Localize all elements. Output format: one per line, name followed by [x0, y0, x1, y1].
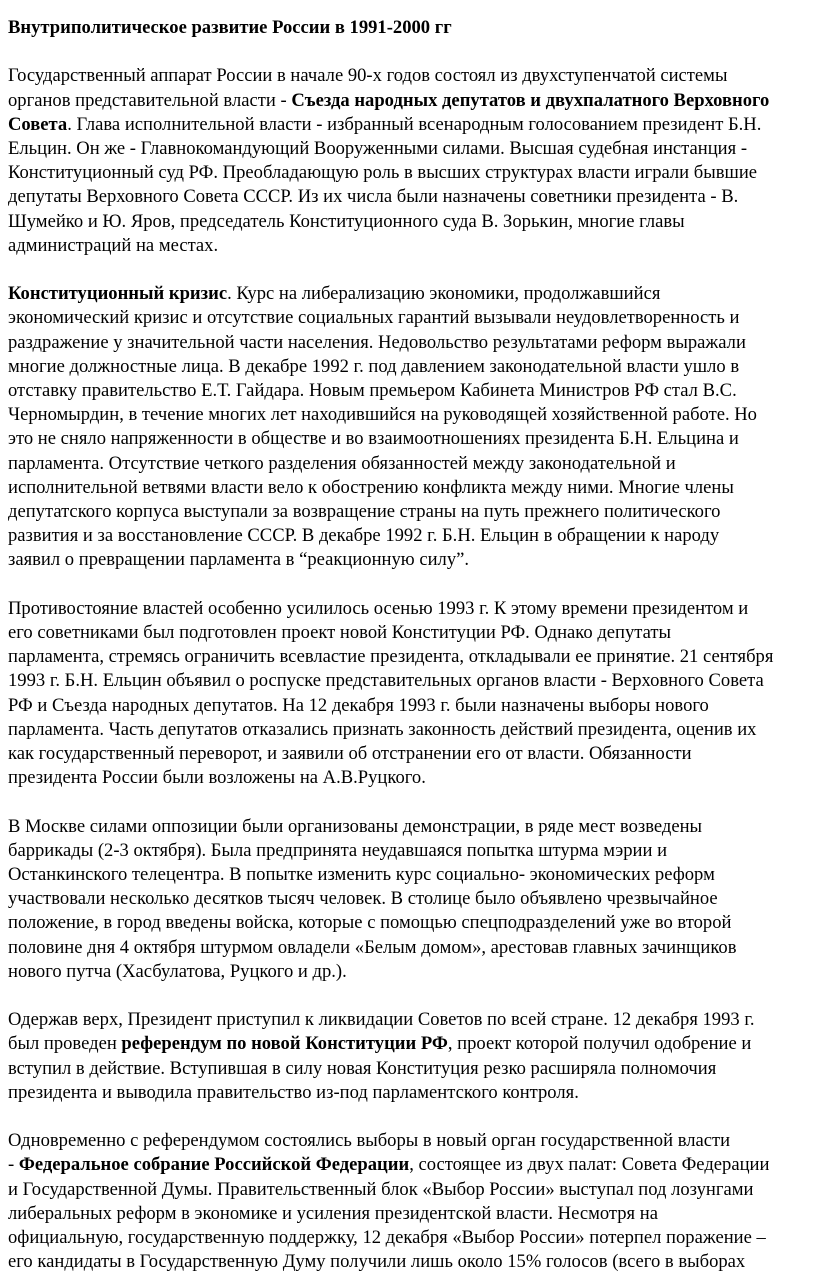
text-run: президента и выводила правительство из-под парламентского контроля. [8, 1081, 579, 1103]
text-run: отставку правительство Е.Т. Гайдара. Новым премьером Кабинета Министров РФ стал В.С. [8, 380, 737, 402]
text-line [8, 282, 814, 306]
text-run: как государственный переворот, и заявили об отстранении его от власти. Обязанности [8, 743, 692, 765]
text-run: Ельцин. Он же - Главнокомандующий Вооруженными силами. Высшая судебная инстанция - [8, 138, 748, 159]
text-run: половине дня 4 октября штурмом овладели «Белым домом», арестовав главных зачинщиков [8, 936, 737, 958]
text-run: органов представительной власти - [8, 89, 292, 111]
text-run: развития и за восстановление СССР. В декабре 1992 г. Б.Н. Ельцин в обращении к народу [8, 525, 720, 547]
text-run: Одержав верх, Президент приступил к ликвидации Советов по всей стране. 12 декабря 1993 г. [8, 1009, 755, 1031]
text-run: это не сняло напряженности в обществе и во взаимоотношениях президента Б.Н. Ельцина и [8, 428, 739, 450]
text-line [8, 1226, 814, 1250]
text-line [8, 766, 814, 790]
text-run: парламента, стремясь ограничить всевластие президента, откладывали ее принятие. 21 сентября [8, 646, 774, 668]
text-run: нового путча (Хасбулатова, Руцкого и др.). [8, 960, 347, 982]
text-run: Конституционный суд РФ. Преобладающую роль в высших структурах власти играли бывшие [8, 162, 758, 184]
text-line [8, 548, 814, 572]
text-run: его кандидаты в Государственную Думу получили лишь около 15% голосов (всего в выборах [8, 1251, 746, 1273]
text-line [8, 718, 814, 742]
text-run: официальную, государственную поддержку, 12 декабря «Выбор России» потерпел поражение – [8, 1227, 766, 1249]
text-run: был проведен [8, 1033, 122, 1055]
text-line [8, 403, 814, 427]
text-run: положение, в город введены войска, которые с помощью спецподразделений уже во второй [8, 912, 732, 934]
text-line [8, 355, 814, 379]
text-run: Государственный аппарат России в начале 90-х годов состоял из двухступенчатой системы [8, 65, 728, 87]
text-run: участвовали несколько десятков тысяч человек. В столице было объявлено чрезвычайное [8, 888, 718, 910]
text-line [8, 694, 814, 718]
text-line [8, 524, 814, 548]
text-line [8, 1129, 814, 1153]
text-line [8, 645, 814, 669]
text-line [8, 185, 814, 209]
text-line [8, 113, 814, 137]
text-line [8, 64, 814, 88]
text-run: президента России были возложены на А.В.Руцкого. [8, 767, 426, 789]
text-line [8, 815, 814, 839]
text-line [8, 452, 814, 476]
text-line [8, 1202, 814, 1226]
text-run: Шумейко и Ю. Яров, председатель Конституционного суда В. Зорькин, многие главы [8, 210, 685, 232]
text-line [8, 1008, 814, 1032]
bold-term: Съезда народных депутатов и двухпалатного Верховного [291, 89, 770, 111]
document-body [8, 64, 816, 1274]
paragraph [8, 64, 814, 258]
text-line [8, 1032, 814, 1056]
paragraph [8, 282, 814, 572]
text-line [8, 306, 814, 330]
paragraph [8, 597, 814, 791]
text-line [8, 742, 814, 766]
text-run: 1993 г. Б.Н. Ельцин объявил о роспуске представительных органов власти - Верховного Совета [8, 670, 764, 692]
text-run: его советниками был подготовлен проект новой Конституции РФ. Однако депутаты [8, 622, 672, 644]
text-line [8, 839, 814, 863]
text-line [8, 161, 814, 185]
paragraph [8, 1008, 814, 1105]
text-run: РФ и Съезда народных депутатов. На 12 декабря 1993 г. были назначены выборы нового [8, 694, 709, 716]
text-line [8, 234, 814, 258]
bold-term: Совета [8, 113, 68, 135]
text-line [8, 1153, 814, 1177]
text-run: администраций на местах. [8, 234, 219, 256]
text-run: . Глава исполнительной власти - избранный всенародным голосованием президент Б.Н. [67, 113, 762, 135]
text-line [8, 936, 814, 960]
text-run: исполнительной ветвями власти вело к обострению конфликта между ними. Многие члены [8, 476, 734, 498]
text-run: депутаты Верховного Совета СССР. Из их числа были назначены советники президента - В. [8, 186, 739, 208]
text-line [8, 427, 814, 451]
text-line [8, 863, 814, 887]
text-line [8, 1057, 814, 1081]
text-line [8, 476, 814, 500]
text-run: баррикады (2-3 октября). Была предпринята неудавшаяся попытка штурма мэрии и [8, 839, 668, 861]
text-line [8, 597, 814, 621]
text-line [8, 1081, 814, 1105]
bold-term: Федеральное собрание Российской Федерации [18, 1154, 410, 1176]
text-run: парламента. Часть депутатов отказались признать законность действий президента, оценив их [8, 718, 757, 740]
text-run: раздражение у значительной части населения. Недовольство результатами реформ выражали [8, 331, 746, 353]
text-run: , проект которой получил одобрение и [447, 1033, 752, 1055]
text-run: заявил о превращении парламента в “реакционную силу”. [8, 549, 470, 571]
text-line [8, 1250, 814, 1274]
text-run: В Москве силами оппозиции были организованы демонстрации, в ряде мест возведены [8, 815, 703, 837]
text-line [8, 1178, 814, 1202]
text-run: Одновременно с референдумом состоялись выборы в новый орган государственной власти [8, 1130, 731, 1152]
text-line [8, 960, 814, 984]
text-line [8, 911, 814, 935]
text-line [8, 621, 814, 645]
document-title: Внутриполитическое развитие России в 1991-2000 гг [8, 17, 452, 38]
text-line [8, 137, 814, 161]
text-run: парламента. Отсутствие четкого разделения обязанностей между законодательной и [8, 452, 676, 474]
text-line [8, 887, 814, 911]
text-run: экономический кризис и отсутствие социальных гарантий вызывали неудовлетворенность и [8, 307, 740, 329]
paragraph [8, 1129, 814, 1274]
text-line [8, 379, 814, 403]
paragraph [8, 815, 814, 984]
text-line [8, 500, 814, 524]
text-run: Противостояние властей особенно усилилось осенью 1993 г. К этому времени президентом и [8, 597, 749, 619]
text-run: многие должностные лица. В декабре 1992 г. под давлением законодательной власти ушло в [8, 355, 740, 377]
text-run: , состоящее из двух палат: Совета Федерации [409, 1154, 770, 1176]
text-line [8, 210, 814, 234]
text-run: либеральных реформ в экономике и усиления президентской власти. Несмотря на [8, 1202, 658, 1224]
text-run: Останкинского телецентра. В попытке изменить курс социально- экономических реформ [8, 864, 715, 886]
text-run: . Курс на либерализацию экономики, продолжавшийся [227, 283, 661, 305]
text-run: Черномырдин, в течение многих лет находившийся на руководящей хозяйственной работе. Но [8, 404, 757, 426]
bold-term: референдум по новой Конституции РФ [121, 1033, 448, 1055]
text-run: - [8, 1154, 19, 1176]
text-run: вступил в действие. Вступившая в силу новая Конституция резко расширяла полномочия [8, 1057, 717, 1079]
bold-term: Конституционный кризис [8, 283, 228, 305]
text-run: и Государственной Думы. Правительственный блок «Выбор России» выступал под лозунгами [8, 1178, 754, 1200]
text-line [8, 669, 814, 693]
text-run: депутатского корпуса выступали за возвращение страны на путь прежнего политического [8, 501, 721, 523]
text-line [8, 89, 814, 113]
text-line [8, 331, 814, 355]
